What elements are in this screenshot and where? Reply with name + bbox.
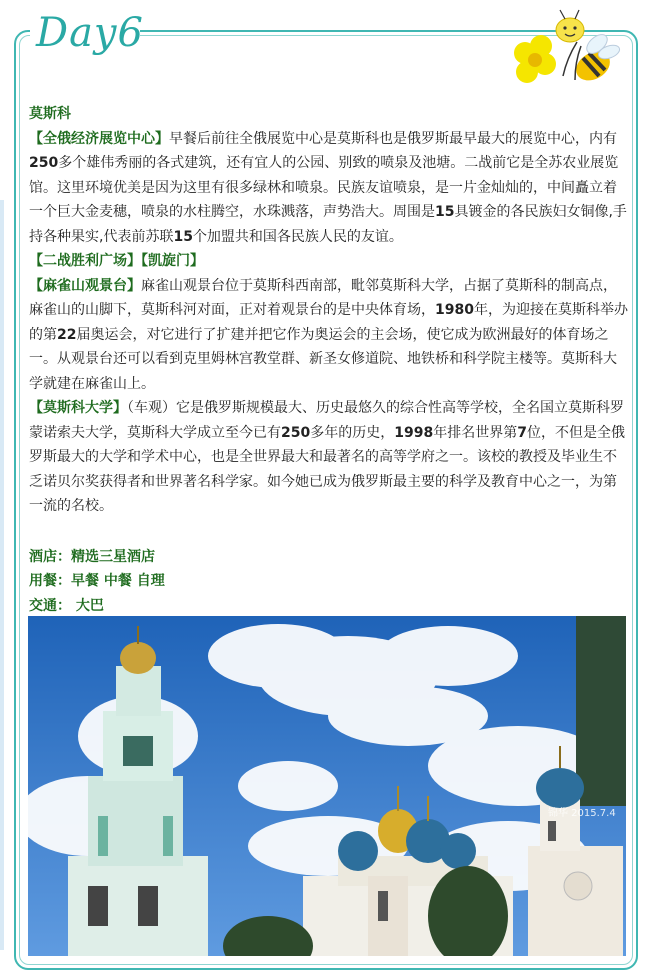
number: 15 <box>173 228 193 245</box>
monastery-photo <box>28 616 626 956</box>
text: （车观）它是俄罗斯规模最大、历史最悠久的综合性高等学校，全名国立莫斯科罗蒙诺索夫大学，莫斯科大学成立至今已有 <box>29 400 624 441</box>
text: 年，为迎接在莫斯科举办的第 <box>29 302 628 343</box>
photo-illustration <box>28 616 626 956</box>
left-edge-strip <box>0 200 4 950</box>
bee-icon <box>556 10 621 86</box>
number: 1998 <box>394 424 434 441</box>
photo-watermark: 锦华 2015.7.4 <box>548 808 616 819</box>
text: 多个雄伟秀丽的各式建筑，还有宜人的公园、别致的喷泉及池塘。二战前它是全苏农业展览馆。这里环境优美是因为这里有很多绿林和喷泉。民族友谊喷泉，是一片金灿灿的，中间矗立着一个巨大金麦穗，喷泉的水柱腾空，水珠溅落，声势浩大。周围是 <box>29 155 619 220</box>
spacer <box>29 519 629 545</box>
text: 届奥运会，对它进行了扩建并把它作为奥运会的主会场，使它成为欧洲最好的体育场之一。从观景台还可以看到克里姆林宫教堂群、新圣女修道院、地铁桥和科学院主楼等。莫斯科大学就建在麻雀山上。 <box>29 326 617 392</box>
text: 具镀金的各民族妇女铜像,手持各种果实,代表前苏联 <box>29 204 627 245</box>
day-title: Day6 <box>36 10 144 56</box>
tree <box>576 616 626 806</box>
text: 个加盟共和国各民族人民的友谊。 <box>192 228 403 245</box>
text: 麻雀山观景台位于莫斯科西南部，毗邻莫斯科大学，占据了莫斯科的制高点，麻雀山的山脚下，莫斯科河对面，正对着观景台的是中央体育场， <box>29 277 617 318</box>
meals-info: 用餐：早餐 中餐 自理 <box>29 573 165 589</box>
number: 250 <box>281 424 311 441</box>
paragraph-moscow-university <box>29 396 629 519</box>
bee-flower-icon <box>505 8 625 98</box>
text: 早餐后前往全俄展览中心是莫斯科也是俄罗斯最早最大的展览中心，内有 <box>169 130 617 147</box>
number: 22 <box>57 326 77 343</box>
paragraph-victory-square: 【二战胜利广场】【凯旋门】 <box>29 253 204 269</box>
city-heading: 莫斯科 <box>29 106 71 122</box>
number: 1980 <box>435 302 474 318</box>
number: 7 <box>517 424 527 441</box>
paragraph-sparrow-hills <box>29 274 629 397</box>
transport-info: 交通： 大巴 <box>29 597 104 614</box>
text: 年排名世界第 <box>433 424 518 441</box>
text: 多年的历史， <box>310 424 395 441</box>
label-moscow-university: 【莫斯科大学】 <box>29 400 127 416</box>
label-sparrow-hills: 【麻雀山观景台】 <box>29 277 141 294</box>
number: 15 <box>435 204 455 220</box>
label-expo-center: 【全俄经济展览中心】 <box>29 130 169 147</box>
text: 位，不但是全俄罗斯最大的大学和学术中心，也是全世界最大和最著名的高等学府之一。该校的教授及毕业生不乏诺贝尔奖获得者和世界著名科学家。如今她已成为俄罗斯最主要的科学及教育中心之一，为第一流的名校。 <box>29 424 625 514</box>
hotel-info: 酒店：精选三星酒店 <box>29 548 155 565</box>
paragraph-expo-center <box>29 127 629 250</box>
number: 250 <box>29 155 59 171</box>
itinerary-content <box>29 102 629 618</box>
flower-icon <box>514 35 556 83</box>
